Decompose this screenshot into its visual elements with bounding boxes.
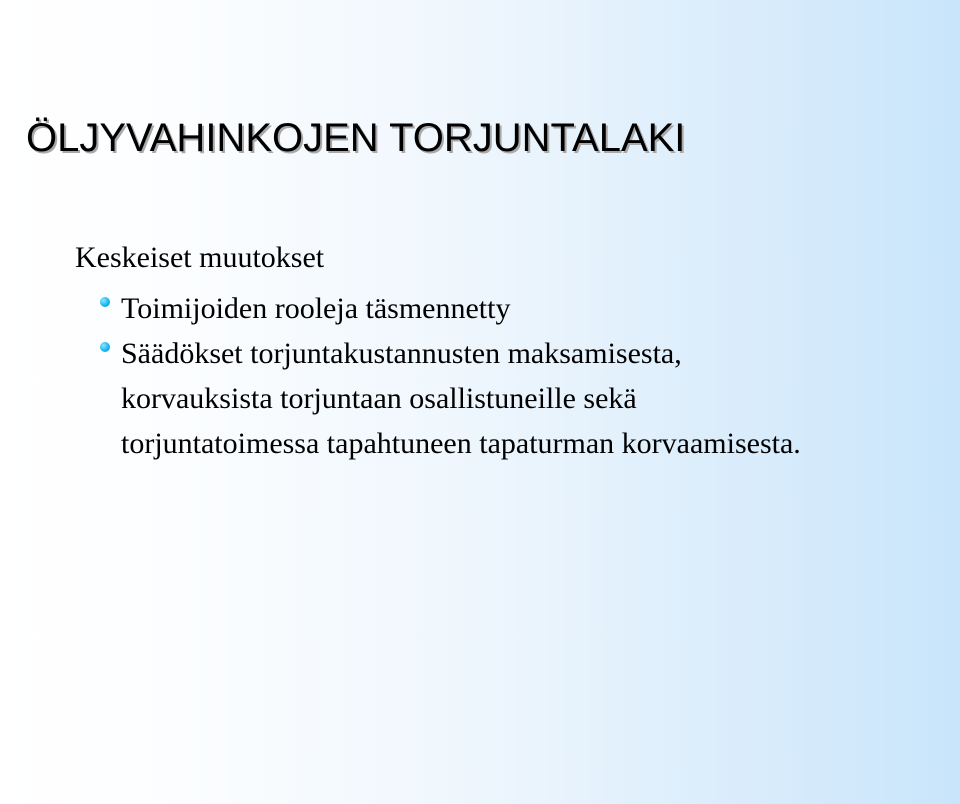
bullet-list: [0, 286, 821, 466]
bullet-dot-icon: [100, 342, 110, 352]
bullet-dot-icon: [100, 297, 110, 307]
bullet-item: [0, 331, 821, 466]
slide-subtitle: Keskeiset muutokset: [75, 241, 325, 274]
bullet-text: Säädökset torjuntakustannusten maksamisesta, korvauksista torjuntaan osallistuneille sekä torjuntatoimessa tapahtuneen tapaturman korvaamisesta.: [121, 337, 801, 460]
bullet-item: [0, 286, 821, 331]
bullet-text: Toimijoiden rooleja täsmennetty: [121, 292, 511, 325]
slide-title: ÖLJYVAHINKOJEN TORJUNTALAKI: [26, 116, 686, 160]
